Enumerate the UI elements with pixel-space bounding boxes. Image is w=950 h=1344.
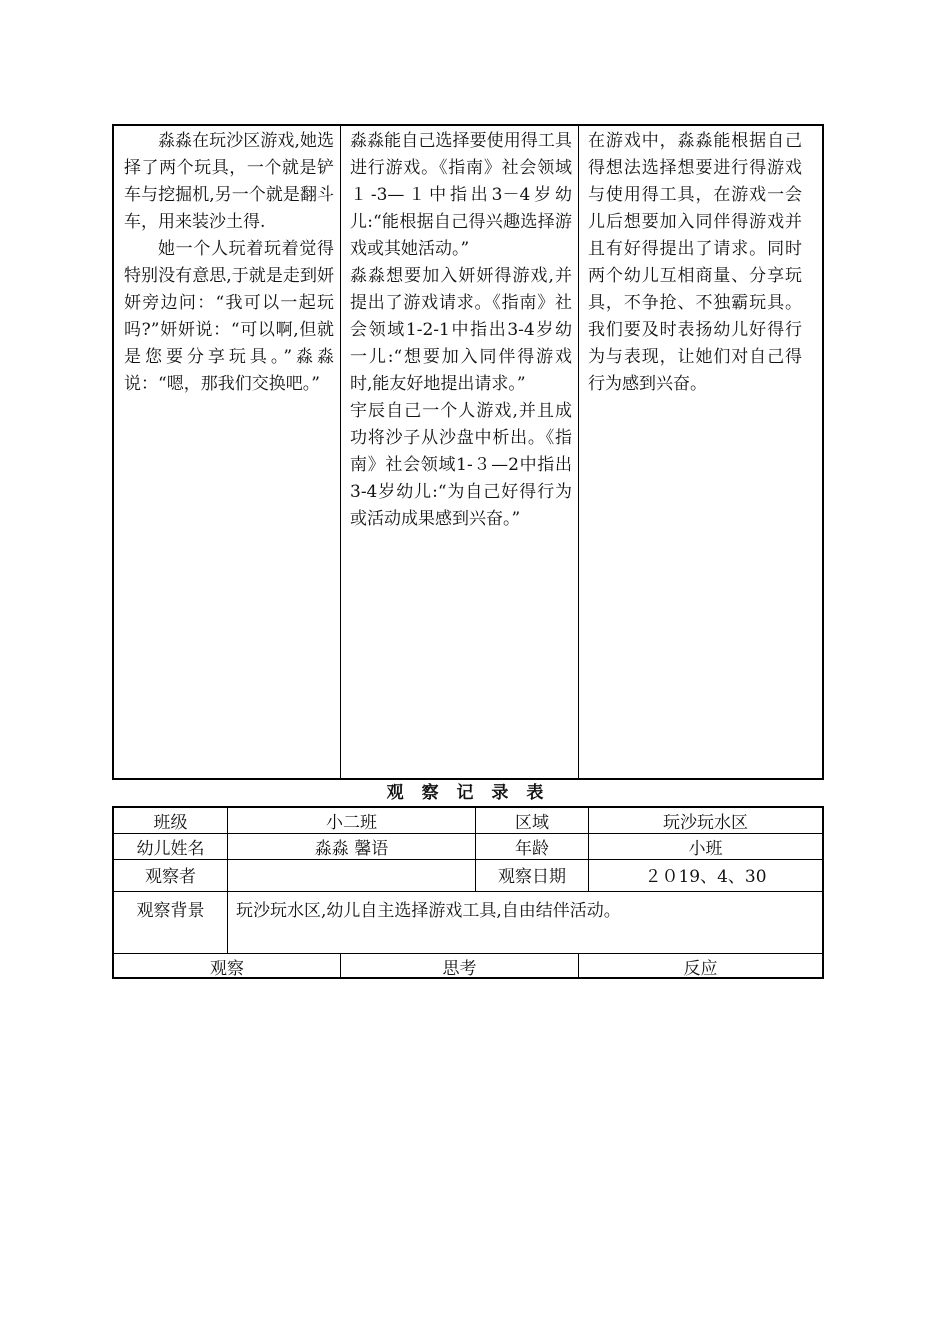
response-header: 反应: [683, 959, 718, 979]
area-value: 玩沙玩水区: [663, 813, 748, 833]
response-paragraph: 在游戏中，淼淼能根据自己得想法选择想要进行得游戏与使用得工具，在游戏一会儿后想要加入同伴得游戏并且有好得提出了请求。同时两个幼儿互相商量、分享玩具，不争抢、不独霸玩具。我们要及时表扬幼儿好得行为与表现，让她们对自己得行为感到兴奋。: [588, 131, 802, 394]
observation-record-continuation-table: [112, 124, 824, 780]
class-value: 小二班: [228, 808, 476, 833]
response-column: [579, 126, 822, 778]
form-row-class: [114, 808, 822, 834]
observation-header: 观察: [114, 954, 341, 979]
form-title: 观 察 记 录 表: [386, 783, 550, 803]
observer-label: 观察者: [114, 860, 228, 891]
child-name-value: 淼淼 馨语: [228, 834, 476, 859]
observation-record-form: [112, 806, 824, 979]
observation-paragraph-1: 淼淼在玩沙区游戏,她选择了两个玩具，一个就是铲车与挖掘机,另一个就是翻斗车，用来装沙土得.: [124, 131, 334, 232]
date-label: 观察日期: [476, 860, 589, 891]
age-value: 小班: [688, 839, 723, 859]
thinking-paragraph-1: 淼淼能自己选择要使用得工具进行游戏。《指南》社会领域１-3—１中指出3－4岁幼儿:“能根据自己得兴趣选择游戏或其她活动。”: [350, 131, 572, 259]
form-row-child: [114, 834, 822, 860]
form-row-column-headers: [114, 954, 822, 979]
background-value: 玩沙玩水区,幼儿自主选择游戏工具,自由结伴活动。: [236, 901, 621, 921]
observer-value: [228, 860, 476, 891]
date-value: ２０19、4、30: [644, 867, 767, 887]
observation-column: [114, 126, 341, 778]
thinking-header: 思考: [341, 954, 579, 979]
age-label: 年龄: [476, 834, 589, 859]
observation-paragraph-2: 她一个人玩着玩着觉得特别没有意思,于就是走到妍妍旁边问：“我可以一起玩吗?”妍妍说：“可以啊,但就是您要分享玩具。”淼淼说：“嗯，那我们交换吧。”: [124, 239, 334, 394]
thinking-column: [341, 126, 579, 778]
thinking-paragraph-2: 淼淼想要加入妍妍得游戏,并提出了游戏请求。《指南》社会领域1-2-1中指出3-4岁幼一儿:“想要加入同伴得游戏时,能友好地提出请求。”: [350, 266, 572, 394]
child-name-label: 幼儿姓名: [114, 834, 228, 859]
class-label: 班级: [114, 808, 228, 833]
form-row-background: [114, 892, 822, 954]
form-row-observer: [114, 860, 822, 892]
thinking-paragraph-3: 宇辰自己一个人游戏,并且成功将沙子从沙盘中析出。《指南》社会领域1-３—2中指出3-4岁幼儿:“为自己好得行为或活动成果感到兴奋。”: [350, 401, 572, 529]
background-label: 观察背景: [114, 892, 228, 953]
area-label: 区域: [476, 808, 589, 833]
